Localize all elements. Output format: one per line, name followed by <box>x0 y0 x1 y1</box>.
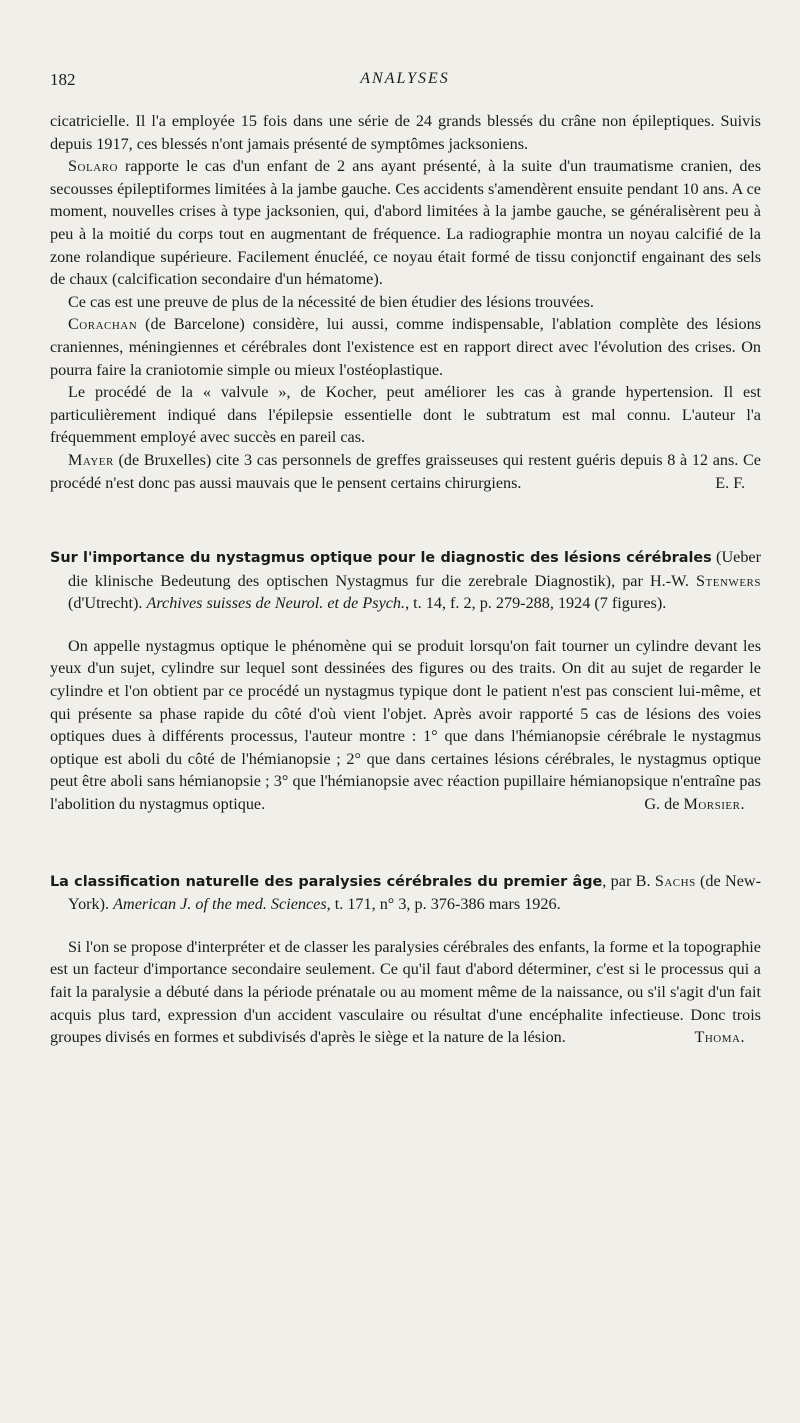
paragraph-paralysies <box>50 936 761 1049</box>
article-heading-paralysies <box>50 870 761 916</box>
paragraph-conclusion: Ce cas est une preuve de plus de la nécessité de bien étudier des lésions trouvées. <box>68 292 594 311</box>
article-heading-nystagmus <box>50 546 761 615</box>
reference-text: (de New-York). <box>68 871 761 914</box>
paragraph-text: (de Bruxelles) cite 3 cas personnels de greffes graisseuses qui restent guéris depuis 8 à 12 ans. Ce procédé n'est donc pas aussi mauvais que le pensent certains chirurgiens. <box>50 450 761 492</box>
paragraph-solaro <box>50 155 761 291</box>
author-name: Mayer <box>68 450 114 469</box>
journal-name: Archives suisses de Neurol. et de Psych. <box>146 594 406 613</box>
reference-text: (Ueber die klinische Bedeutung des optischen Nystagmus fur die zerebrale Diagnostik), par H.-W. <box>68 548 761 590</box>
signature: Thoma. <box>694 1028 745 1047</box>
page-number: 182 <box>50 70 76 89</box>
signature-name: Morsier. <box>683 795 745 814</box>
signature: E. F. <box>715 473 745 492</box>
paragraph-text: rapporte le cas d'un enfant de 2 ans ayant présenté, à la suite d'un traumatisme cranien, des secousses épileptiformes limitées à la jambe gauche. Ces accidents s'amendèrent ensuite pendant 10 ans. A ce moment, nouvelles crises à type jacksonien, qui, d'abord limitées à la jambe gauche, se généralisèrent peu à peu à la moitié du corps tout en augmentant de fréquence. La radiographie montra un noyau calcifié de la zone rolandique supérieure. Facilement énucléé, ce noyau était formé de tissu conjonctif engainant des sels de chaux (calcification secondaire d'un hématome). <box>50 157 761 289</box>
paragraph-text: (de Barcelone) considère, lui aussi, comme indispensable, l'ablation complète des lésions craniennes, méningiennes et cérébrales dont l'existence est en rapport direct avec l'évolution des crises. On pourra faire la craniotomie simple ou mieux l'ostéoplastique. <box>50 315 761 379</box>
paragraph-mayer <box>50 449 761 494</box>
author-name: Sachs <box>654 871 696 890</box>
article-title: La classification naturelle des paralysies cérébrales du premier âge <box>50 873 603 890</box>
article-body <box>50 110 761 1049</box>
signature-initial: G. de <box>644 795 684 814</box>
author-name: Stenwers <box>696 571 761 590</box>
reference-text: , t. 14, f. 2, p. 279-288, 1924 (7 figures). <box>405 594 667 613</box>
author-name: Solaro <box>68 157 118 176</box>
journal-name: American J. of the med. Sciences <box>113 895 327 914</box>
running-head: ANALYSES <box>360 70 450 87</box>
article-title: Sur l'importance du nystagmus optique pour le diagnostic des lésions cérébrales <box>50 550 712 567</box>
paragraph-text: Si l'on se propose d'interpréter et de classer les paralysies cérébrales des enfants, la forme et la topographie est un facteur d'importance secondaire seulement. Ce qu'il faut d'abord déterminer, c'est si le processus qui a fait la paralysie a débuté dans la période prénatale ou au moment même de la naissance, ou s'il s'agit d'un fait acquis plus tard, expression d'un accident vasculaire ou résultat d'une encéphalite infectieuse. Donc trois groupes divisés en formes et subdivisés d'après le siège et la nature de la lésion. <box>50 937 761 1047</box>
reference-text: , t. 171, n° 3, p. 376-386 mars 1926. <box>326 895 561 914</box>
paragraph-nystagmus <box>50 635 761 816</box>
signature <box>626 793 745 816</box>
paragraph-kocher: Le procédé de la « valvule », de Kocher, peut améliorer les cas à grande hypertension. Il est particulièrement indiqué dans l'épilepsie essentielle dont le subtratum est mal connu. L'auteur l'a fréquemment employé avec succès en pareil cas. <box>50 383 761 447</box>
reference-text: , par B. <box>602 871 655 890</box>
paragraph-continuation: cicatricielle. Il l'a employée 15 fois dans une série de 24 grands blessés du crâne non épileptiques. Suivis depuis 1917, ces blessés n'ont jamais présenté de symptômes jacksoniens. <box>50 112 761 153</box>
page-header <box>50 70 760 94</box>
paragraph-text: On appelle nystagmus optique le phénomène qui se produit lorsqu'on fait tourner un cylindre devant les yeux d'un sujet, cylindre sur lequel sont dessinées des figures ou des traits. On dit au sujet de regarder le cylindre et l'on obtient par ce procédé un nystagmus typique dont le patient n'est pas conscient lui-même, et qui présente sa phase rapide du côté d'où vient l'objet. Après avoir rapporté 5 cas de lésions des voies optiques dues à différents processus, l'auteur montre : 1° que dans l'hémianopsie cérébrale le nystagmus optique est aboli du côté de l'hémianopsie ; 2° que dans certaines lésions cérébrales, le nystagmus optique peut être aboli sans hémianopsie ; 3° que l'hémianopsie avec réaction pupillaire hémianopsique n'entraîne pas l'abolition du nystagmus optique. <box>50 636 761 814</box>
reference-text: (d'Utrecht). <box>68 594 147 613</box>
author-name: Corachan <box>68 315 138 334</box>
paragraph-corachan <box>50 313 761 381</box>
